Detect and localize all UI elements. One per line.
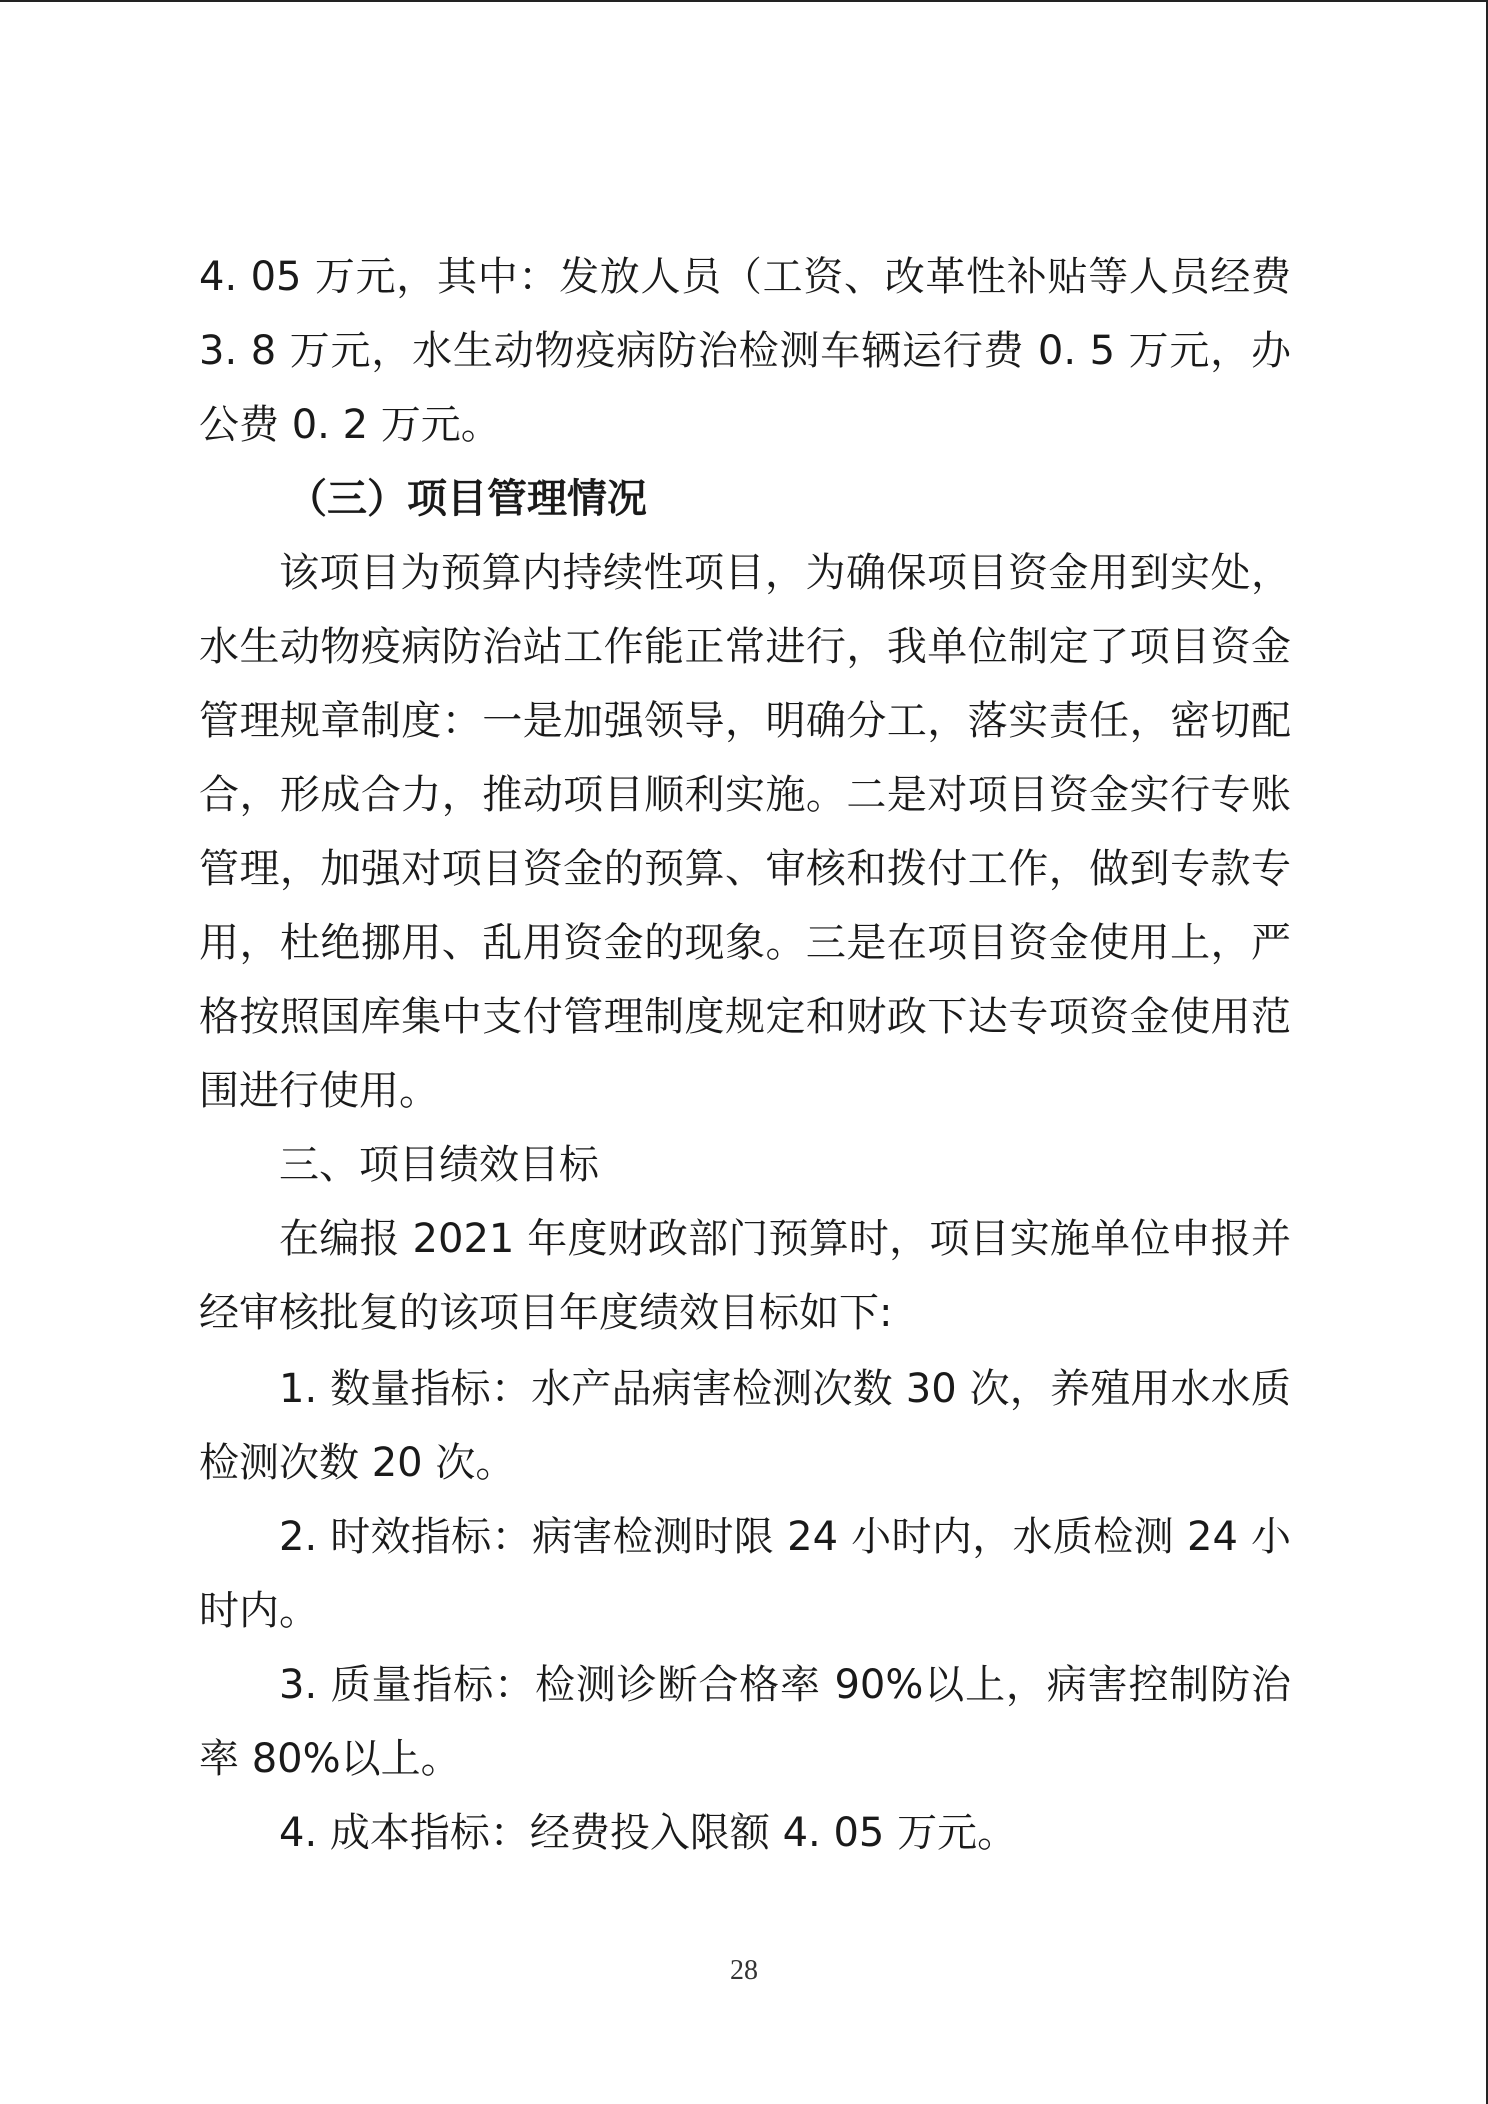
list-item-quantity: 1. 数量指标：水产品病害检测次数 30 次，养殖用水水质检测次数 20 次。	[199, 1366, 1291, 1486]
page-border-top	[0, 0, 1488, 2]
section-heading: （三）项目管理情况	[287, 476, 647, 522]
list-item-timeliness: 2. 时效指标：病害检测时限 24 小时内，水质检测 24 小时内。	[199, 1514, 1291, 1634]
paragraph-performance-intro: 在编报 2021 年度财政部门预算时，项目实施单位申报并经审核批复的该项目年度绩效目标如下:	[199, 1216, 1291, 1336]
page-number: 28	[730, 1955, 758, 1986]
list-item-quality: 3. 质量指标：检测诊断合格率 90%以上，病害控制防治率 80%以上。	[199, 1662, 1291, 1782]
paragraph-continuation: 4. 05 万元，其中：发放人员（工资、改革性补贴等人员经费 3. 8 万元，水生动物疫病防治检测车辆运行费 0. 5 万元，办公费 0. 2 万元。	[199, 254, 1291, 448]
section-title-performance: 三、项目绩效目标	[279, 1142, 599, 1188]
document-body	[199, 240, 1291, 1870]
paragraph-management: 该项目为预算内持续性项目，为确保项目资金用到实处，水生动物疫病防治站工作能正常进行，我单位制定了项目资金管理规章制度：一是加强领导，明确分工，落实责任，密切配合，形成合力，推动项目顺利实施。二是对项目资金实行专账管理，加强对项目资金的预算、审核和拨付工作，做到专款专用，杜绝挪用、乱用资金的现象。三是在项目资金使用上，严格按照国库集中支付管理制度规定和财政下达专项资金使用范围进行使用。	[199, 550, 1291, 1114]
list-item-cost: 4. 成本指标：经费投入限额 4. 05 万元。	[279, 1810, 1018, 1856]
